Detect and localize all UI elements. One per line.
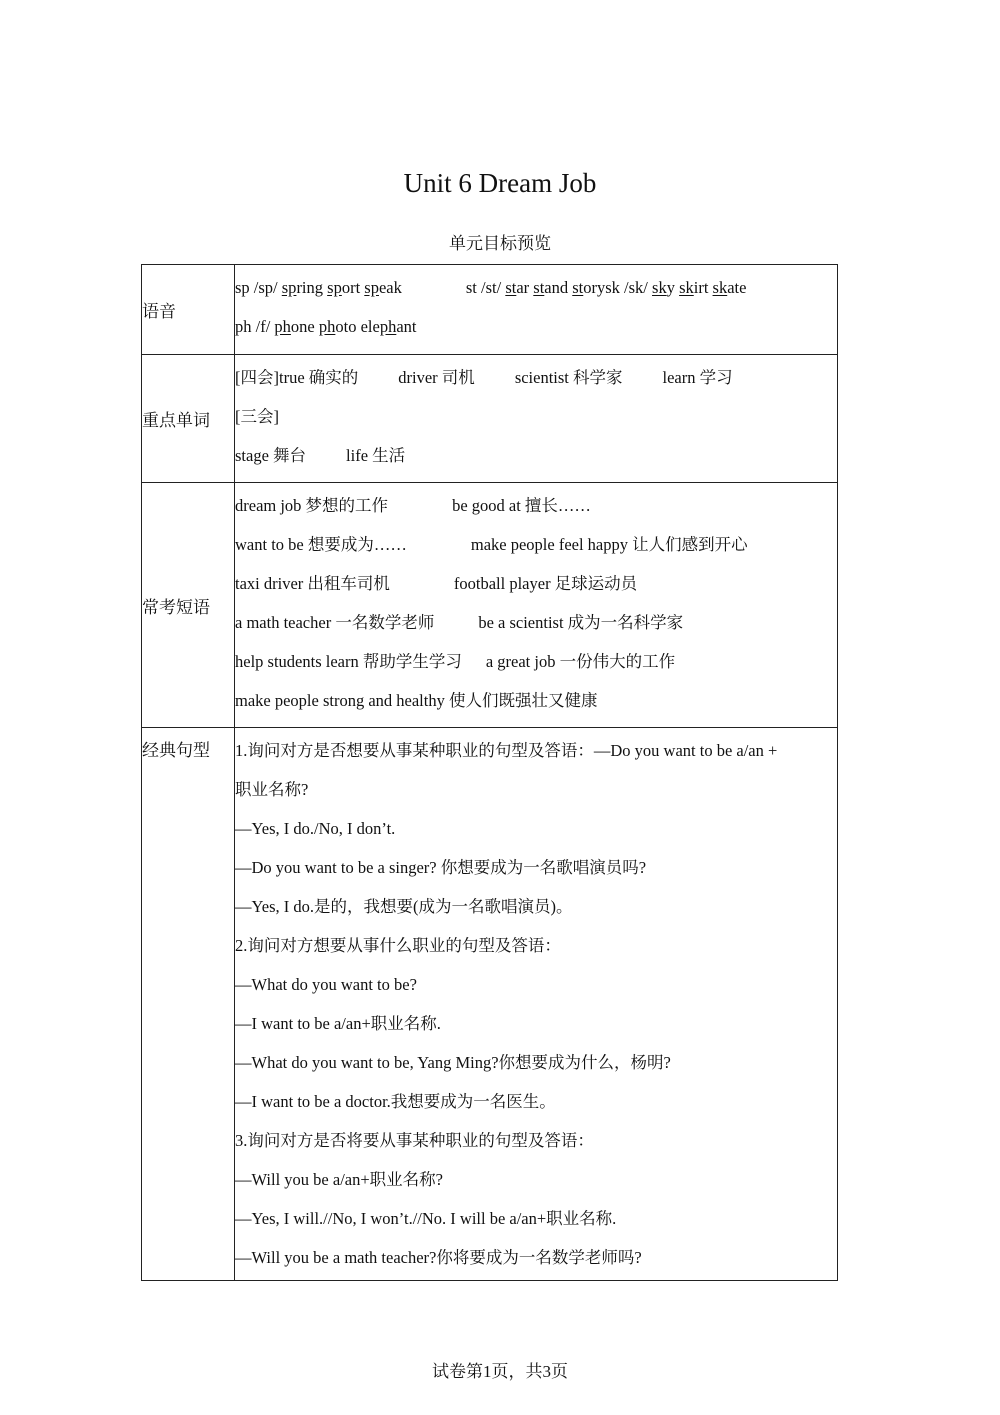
sentence-line: —Yes, I will.//No, I won’t.//No. I will be a/an+职业名称. xyxy=(235,1209,617,1228)
phonics-line-2: ph /f/ phone photo elephant xyxy=(235,317,417,336)
phonics-content xyxy=(235,265,838,355)
phrase-line: dream job 梦想的工作 be good at 擅长…… xyxy=(235,496,591,515)
phrases-content xyxy=(235,483,838,728)
row-label-phonics: 语音 xyxy=(142,265,235,355)
vocab-line-three-head: [三会] xyxy=(235,407,279,426)
vocab-content xyxy=(235,355,838,483)
phrase-line: a math teacher 一名数学老师 be a scientist 成为一名科学家 xyxy=(235,613,684,632)
sentence-line: —Yes, I do.是的，我想要(成为一名歌唱演员)。 xyxy=(235,897,573,916)
table-row-phrases xyxy=(142,483,838,728)
sentence-line: 3.询问对方是否将要从事某种职业的句型及答语： xyxy=(235,1131,594,1150)
sentence-line: 1.询问对方是否想要从事某种职业的句型及答语：—Do you want to be a/an + xyxy=(235,741,778,760)
sentence-line: 职业名称? xyxy=(235,780,309,799)
row-label-phrases: 常考短语 xyxy=(142,483,235,728)
sentence-line: —I want to be a doctor.我想要成为一名医生。 xyxy=(235,1092,556,1111)
unit-overview-table xyxy=(141,264,838,1281)
table-row-vocab xyxy=(142,355,838,483)
sentence-line: 2.询问对方想要从事什么职业的句型及答语： xyxy=(235,936,561,955)
sentence-line: —What do you want to be, Yang Ming?你想要成为什么，杨明? xyxy=(235,1053,671,1072)
sentence-line: —Yes, I do./No, I don’t. xyxy=(235,819,396,838)
table-row-phonics xyxy=(142,265,838,355)
sentences-content xyxy=(235,728,838,1281)
table-row-sentences xyxy=(142,728,838,1281)
sentence-line: —I want to be a/an+职业名称. xyxy=(235,1014,441,1033)
row-label-sentences: 经典句型 xyxy=(142,728,235,1281)
sentence-line: —What do you want to be? xyxy=(235,975,417,994)
section-subtitle: 单元目标预览 xyxy=(449,234,551,254)
phrase-line: want to be 想要成为…… make people feel happy 让人们感到开心 xyxy=(235,535,748,554)
page-title: Unit 6 Dream Job xyxy=(403,168,597,198)
sentence-line: —Will you be a math teacher?你将要成为一名数学老师吗? xyxy=(235,1248,642,1267)
row-label-vocab: 重点单词 xyxy=(142,355,235,483)
phonics-line-1: sp /sp/ spring sport speak st /st/ star stand storysk /sk/ sky skirt skate xyxy=(235,278,747,297)
page-footer: 试卷第1页，共3页 xyxy=(432,1362,568,1381)
sentence-line: —Do you want to be a singer? 你想要成为一名歌唱演员吗? xyxy=(235,858,647,877)
phrase-line: make people strong and healthy 使人们既强壮又健康 xyxy=(235,691,598,710)
phrase-line: taxi driver 出租车司机 football player 足球运动员 xyxy=(235,574,638,593)
vocab-line-four: [四会]true 确实的 driver 司机 scientist 科学家 learn 学习 xyxy=(235,368,733,387)
phrase-line: help students learn 帮助学生学习 a great job 一份伟大的工作 xyxy=(235,652,676,671)
sentence-line: —Will you be a/an+职业名称? xyxy=(235,1170,443,1189)
vocab-line-three: stage 舞台 life 生活 xyxy=(235,446,406,465)
